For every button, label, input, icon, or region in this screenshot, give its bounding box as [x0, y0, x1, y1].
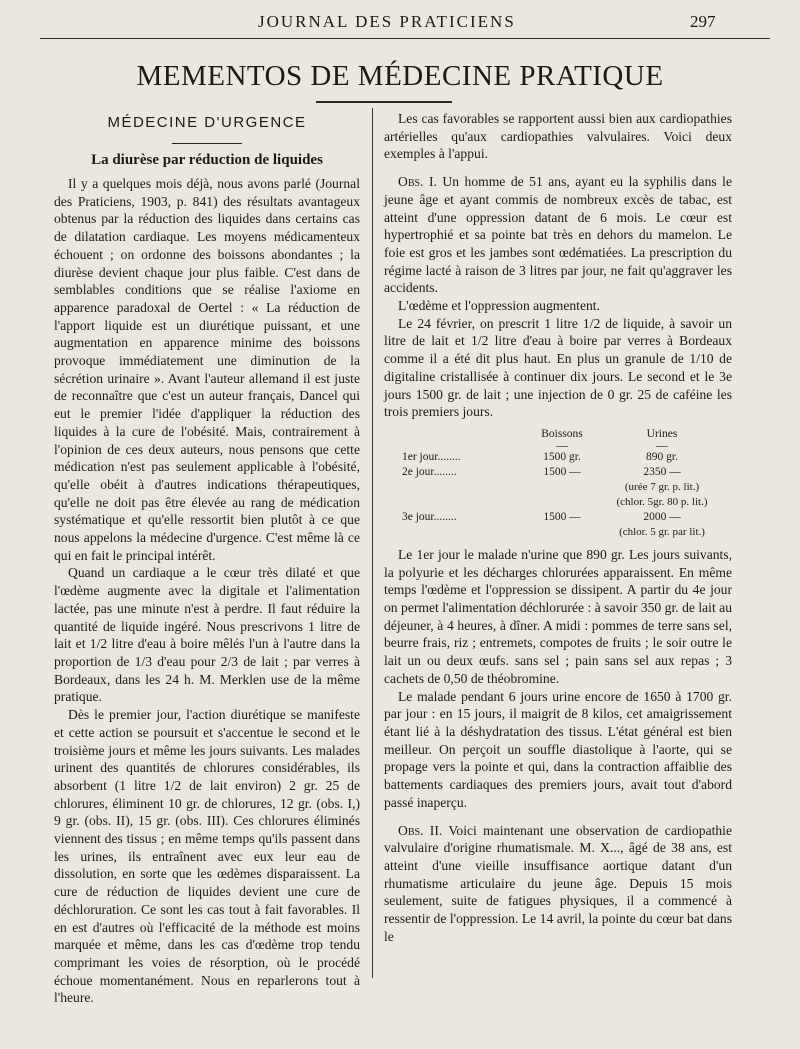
table-row	[402, 495, 720, 510]
column-divider	[372, 108, 373, 978]
table-note: (urée 7 gr. p. lit.)	[624, 480, 700, 493]
title-rule	[316, 101, 452, 103]
article-title: La diurèse par réduction de liquides	[91, 152, 323, 168]
table-row	[402, 450, 720, 465]
table-row	[402, 525, 720, 540]
table-cell-urines: 2000 —	[643, 510, 681, 523]
page-number: 297	[690, 12, 716, 31]
table-cell-day: 2e jour........	[402, 465, 457, 478]
paragraph: Il y a quelques mois déjà, nous avons parlé (Journal des Praticiens, 1903, p. 841) des résultats avantageux obtenus par la réduction des liquides dans certains cas de dilatation cardiaque. Les moyens médicamenteux échouent ; on ordonne des boissons abondantes ; la diurèse devient chaque jour plus faible. C'est dans de semblables conditions que se réalise l'axiome en apparence paradoxal de Oertel : « La réduction de l'apport liquide est un diurétique puissant, et une augmentation en apparence minime des boissons provoque immédiatement une diminution de la sécrétion urinaire ». Avant l'auteur allemand il est juste de reconnaître que c'est un auteur français, Dancel qui eut le premier l'idée d'appliquer la réduction des liquides à la cure de l'obésité. Mais, contrairement à l'opinion de ces deux auteurs, nous pensons que cette médication n'est pas seulement applicable à l'obésité, qu'elle obéit à d'autres indications thérapeutiques, qu'elle ne doit pas être élevée au rang de médication systématique et qu'elle ressortit bien plutôt à ce que nous appelons la médecine d'urgence. C'est même là ce qui en fait le principal intérêt.	[54, 176, 360, 563]
paragraph: Le 1er jour le malade n'urine que 890 gr. Les jours suivants, la polyurie et les décharges chlorurées apparaissent. En même temps l'œdème et l'oppression se dissipent. A partir du 4e jour on permet l'alimentation déchlorurée : à savoir 350 gr. de lait au déjeuner, à 4 heures, à dîner. A midi : pommes de terre sans sel, beurre frais, riz ; entremets, compotes de fruits ; le soir outre le lait un ou deux œufs. sans sel ; pain sans sel aux repas ; 3 cachets de 0,50 de théobromine.	[384, 546, 732, 686]
paragraph: Le malade pendant 6 jours urine encore de 1650 à 1700 gr. par jour : en 15 jours, il maigrit de 8 kilos, cet amaigrissement étant lié à la déshydratation des tissus. L'état général est bien meilleur. On perçoit un souffle diastolique à l'aorte, qui se propage vers la pointe et qui, dans la contraction affaiblie des battements cardiaques des premiers jours, avait tout d'abord passé inaperçu.	[384, 688, 732, 810]
table-cell-urines: 890 gr.	[646, 450, 678, 463]
table-cell-urines: 2350 —	[643, 465, 681, 478]
paragraph: Le 24 février, on prescrit 1 litre 1/2 de liquide, à savoir un litre de lait et 1/2 litre d'eau à boire par verres à Bordeaux comme il a été dit plus haut. En plus un granule de 1/10 de digitaline cristallisée à continuer dix jours. Le second et le 3e jours 1500 gr. de lait ; une injection de 0 gr. 25 de caféine les trois premiers jours.	[384, 315, 732, 420]
journal-title: JOURNAL DES PRATICIENS	[258, 12, 516, 31]
main-title: MEMENTOS DE MÉDECINE PRATIQUE	[136, 60, 664, 92]
running-head	[0, 8, 800, 38]
paragraph: Dès le premier jour, l'action diurétique se manifeste et cette action se poursuit et s'accentue le second et le troisième jours et même les jours suivants. Les malades urinent des quantités de chlorures considérables, ils absorbent (1 litre 1/2 de lait environ) 2 gr. 25 de chlorures, éliminent 10 gr. de chlorures, 12 gr. (obs. I,) 9 gr. (obs. II), 15 gr. (obs. III). Ces chlorures éliminés viennent des tissus ; en même temps qu'ils passent dans les urines, ils entraînent avec eux leur eau de dissolution, en sorte que les œdèmes disparaissent. La cure de réduction de liquides devient une cure de déchloruration. Ce sont les cas tout à fait favorables. Il en est d'autres où l'efficacité de la méthode est moins marquée et même, dans les cas d'œdème trop tendu comprimant les voies de résorption, où le procédé échoue momentanément. Nous en reparlerons tout à l'heure.	[54, 707, 360, 1006]
obs-text: Voici maintenant une observation de cardiopathie valvulaire d'origine rhumatismale. M. X..., âgé de 38 ans, est atteint d'une vieille insuffisance aortique datant d'un rhumatisme articulaire du jeune âge. Depuis 15 mois seulement, suite de fatigues physiques, il a commencé à ressentir de l'oppression. Le 14 avril, la pointe du cœur bat dans le	[384, 822, 732, 944]
table-row	[402, 465, 720, 480]
table-note: (chlor. 5gr. 80 p. lit.)	[616, 495, 708, 508]
table-header: Urines	[646, 427, 678, 440]
table-cell-boissons: 1500 gr.	[543, 450, 581, 463]
section-heading: MÉDECINE D'URGENCE	[107, 114, 307, 131]
paragraph: Quand un cardiaque a le cœur très dilaté et que l'œdème augmente avec la digitale et l'alimentation lactée, pas une minute n'est à perdre. Il faut réduire la quantité de liquide ingéré. Nous prescrivons 1 litre de lait et 1/2 litre d'eau à boire mêlés l'un à l'autre dans la proportion de 1/3 d'eau pour 2/3 de lait ; par verres à Bordeaux, dans les 24 h. M. Merklen use de la même pratique.	[54, 565, 360, 705]
observation-2	[384, 822, 732, 946]
table-cell-day: 3e jour........	[402, 510, 457, 523]
paragraph: Les cas favorables se rapportent aussi bien aux cardiopathies artérielles qu'aux cardiopathies valvulaires. Voici deux exemples à l'appui.	[384, 111, 732, 162]
table-cell-boissons: 1500 —	[543, 510, 581, 523]
table-dash-row	[402, 442, 720, 450]
right-column	[384, 110, 732, 945]
diuresis-table	[402, 427, 720, 540]
obs-label: Obs. II.	[398, 822, 443, 838]
dash: —	[656, 439, 668, 452]
obs-text: Un homme de 51 ans, ayant eu la syphilis dans le jeune âge et ayant commis de nombreux excès de tabac, est atteint d'une oppression datant de 6 mois. Le cœur est hypertrophié et sa pointe bat très en dehors du mamelon. Le foie est gros et les jambes sont œdématiées. La prescription du régime lacté à raison de 3 litres par jour, ne fait qu'aggraver les accidents.	[384, 174, 732, 296]
header-rule	[40, 38, 770, 39]
observation-1	[384, 173, 732, 297]
table-note: (chlor. 5 gr. par lit.)	[619, 525, 705, 538]
table-header: Boissons	[541, 427, 583, 440]
table-row	[402, 480, 720, 495]
obs-label: Obs. I.	[398, 174, 437, 190]
paragraph: L'œdème et l'oppression augmentent.	[398, 298, 600, 314]
table-row	[402, 510, 720, 525]
left-column	[54, 110, 360, 1007]
dash: —	[556, 439, 568, 452]
table-cell-day: 1er jour........	[402, 450, 461, 463]
table-cell-boissons: 1500 —	[543, 465, 581, 478]
table-header	[402, 427, 520, 442]
section-rule	[172, 143, 242, 144]
